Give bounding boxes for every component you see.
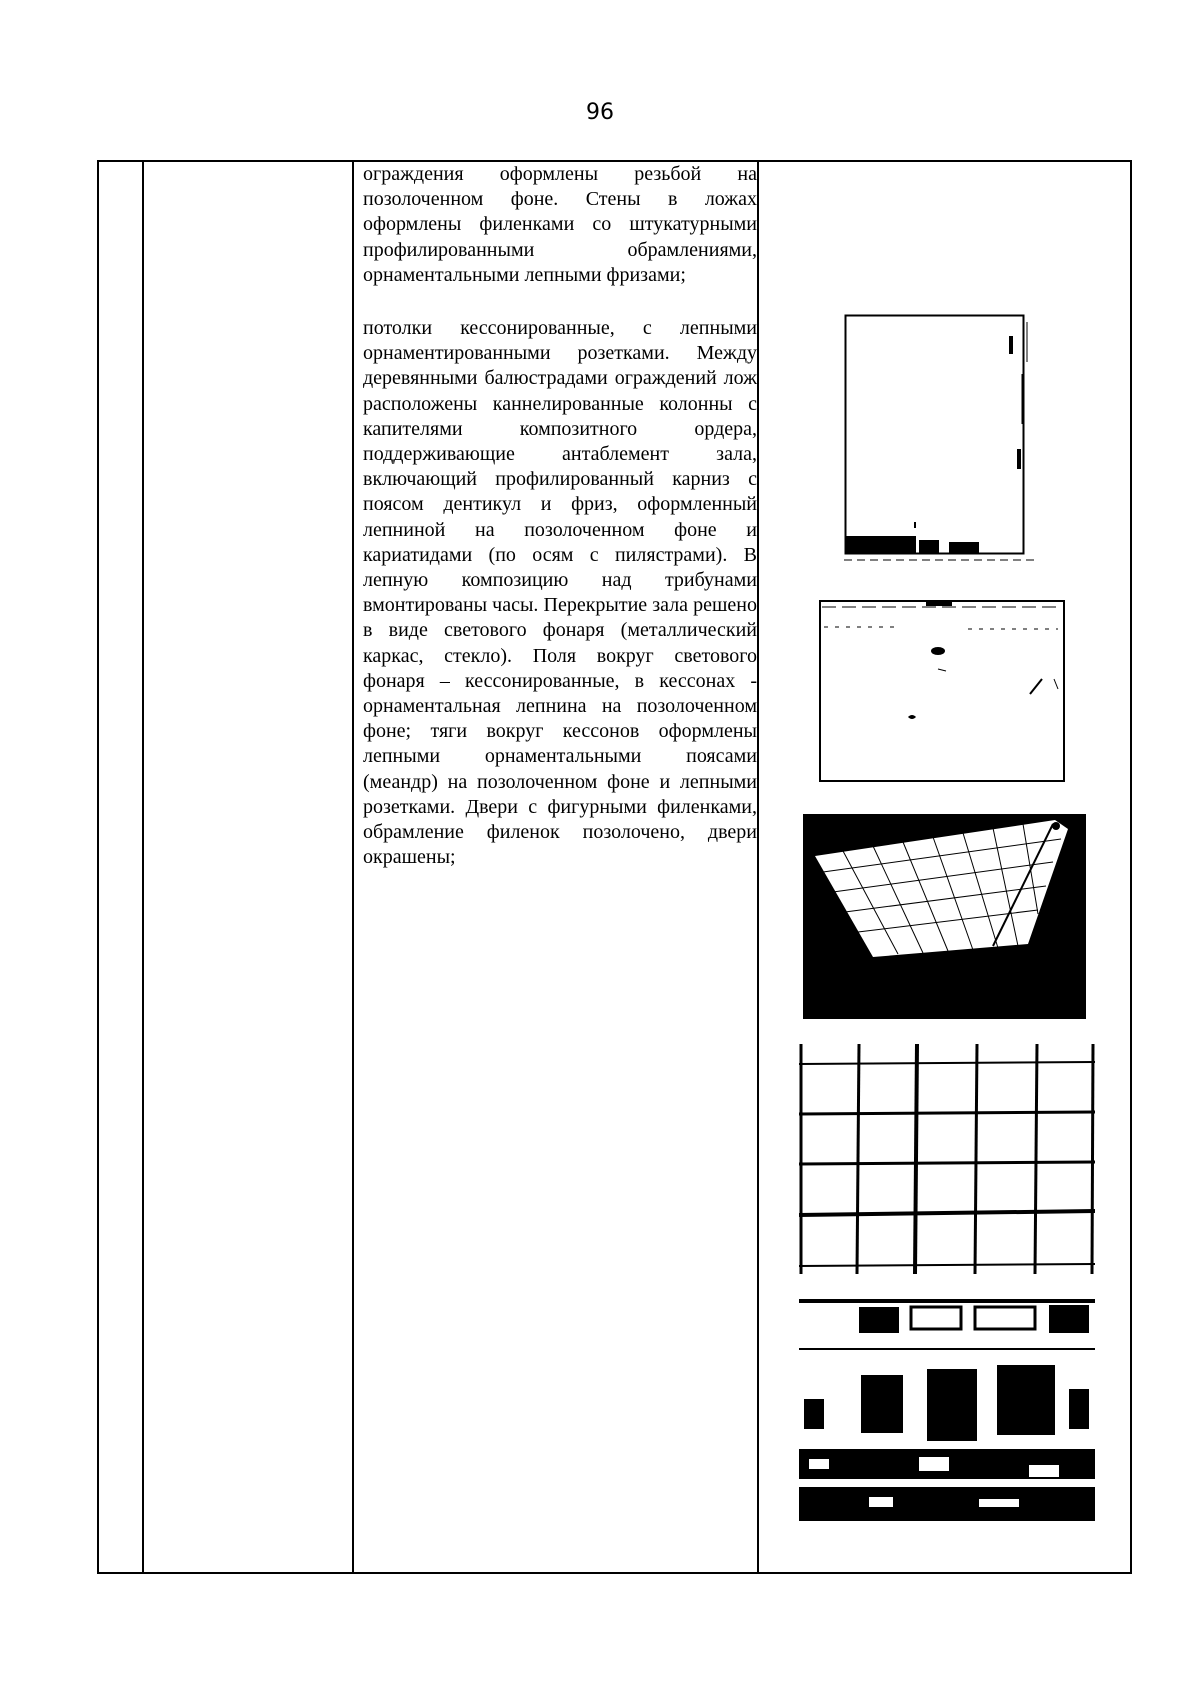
description-cell (363, 162, 757, 870)
ceiling-corner-photo (844, 314, 1037, 578)
description-paragraph: потолки кессонированные, с лепными орнаментированными розетками. Между деревянными балюстрадами ограждений лож расположены каннелированные колонны с капителями композитного ордера, поддерживающие антаблемент зала, включающий профилированный карниз с поясом дентикул и фриз, оформленный лепниной на позолоченном фоне и кариатидами (по осям с пилястрами). В лепную композицию над трибунами вмонтированы часы. Перекрытие зала решено в виде светового фонаря (металлический каркас, стекло). Поля вокруг светового фонаря – кессонированные, в кессонах - орнаментальная лепнина на позолоченном фоне; тяги вокруг кессонов оформлены лепными орнаментальными поясами (меандр) на позолоченном фоне и лепными розетками. Двери с фигурными филенками, обрамление филенок позолочено, двери окрашены; (363, 317, 757, 869)
page-number: 96 (586, 100, 614, 125)
ceiling-rosette-photo (818, 599, 1066, 785)
column-divider-3 (757, 162, 759, 1572)
column-divider-2 (352, 162, 354, 1572)
skylight-photo (803, 814, 1086, 1019)
description-table (97, 160, 1132, 1574)
column-divider-1 (142, 162, 144, 1572)
hall-interior-photo (799, 1299, 1095, 1521)
description-paragraph: ограждения оформлены резьбой на позолоченном фоне. Стены в ложах оформлены филенками со штукатурными профилированными обрамлениями, орнаментальными лепными фризами; (363, 163, 757, 286)
skylight-grid-photo (799, 1044, 1095, 1274)
